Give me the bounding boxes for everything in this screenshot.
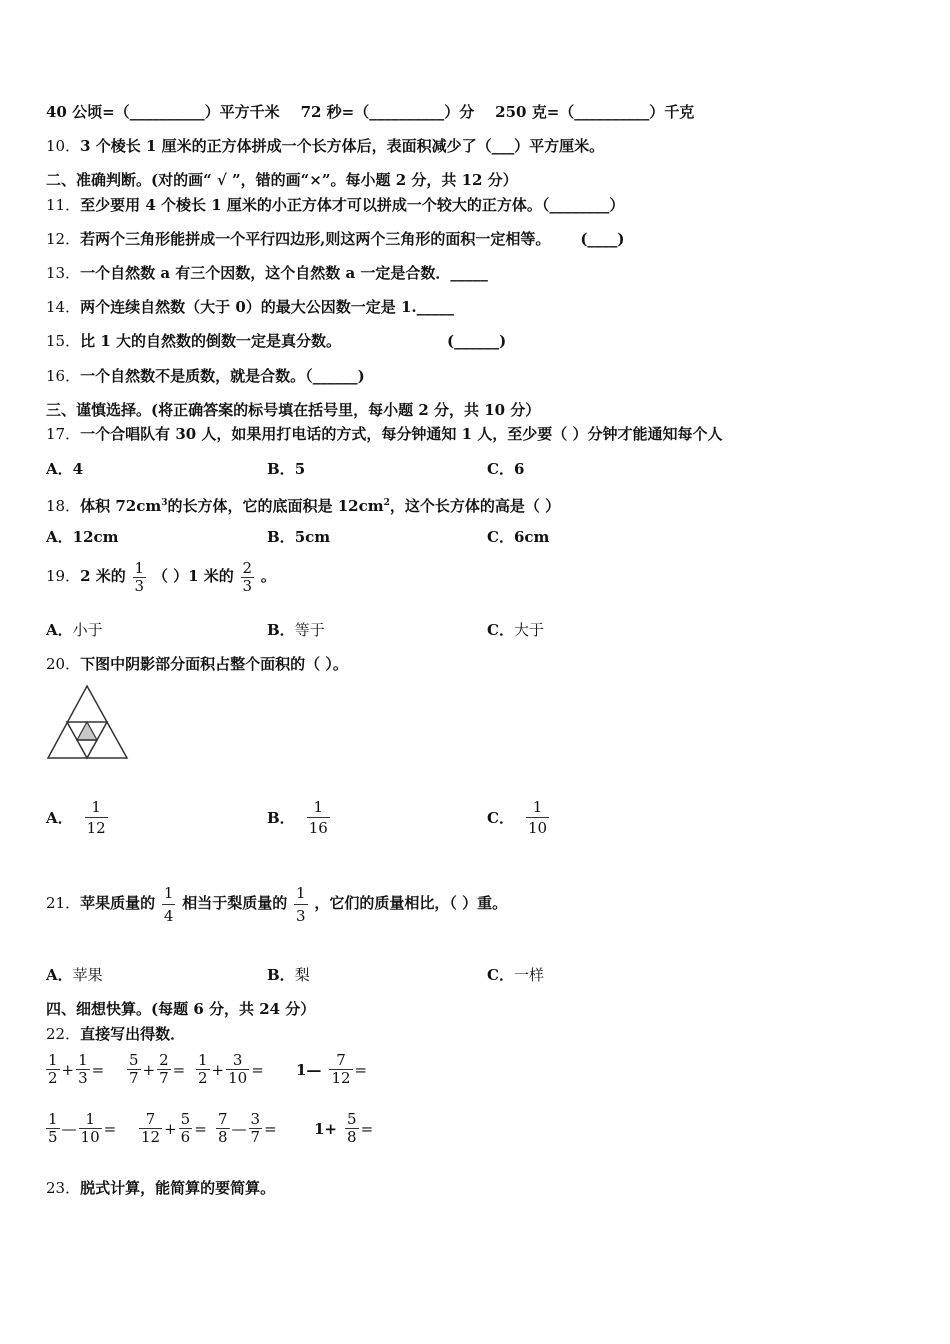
triangle-figure [44,684,130,762]
answer-blank[interactable]: __________ [369,103,445,121]
question-20: 20．下图中阴影部分面积占整个面积的（ ）。 [46,655,348,673]
fraction: $\frac{1}{3}$ [134,558,145,595]
q17-option-b[interactable]: B．5 [267,460,306,478]
q20-option-c[interactable]: C． $\frac{1}{10}$ [487,798,548,837]
calc-item: $\frac{1}{5}$ — $\frac{1}{10}$ = [48,1110,117,1146]
q20-option-b[interactable]: B． $\frac{1}{16}$ [267,798,328,837]
question-10: 10．3 个棱长 1 厘米的正方体拼成一个长方体后，表面积减少了（___）平方厘米。 [46,137,605,155]
q18-option-b[interactable]: B．5cm [267,528,331,546]
question-18: 18．体积 $72cm^3$的长方体，它的底面积是 $12cm^2$，这个长方体的高是（ ） [46,497,561,515]
answer-blank[interactable]: (______) [446,332,507,350]
calc-item: 1— $\frac{7}{12}$ = [296,1051,368,1087]
answer-blank[interactable]: __________ [129,103,205,121]
question-23: 23．脱式计算，能简算的要简算。 [46,1179,276,1197]
q17-option-a[interactable]: A．4 [46,460,84,478]
q17-option-c[interactable]: C．6 [487,460,525,478]
section-4-heading: 四、细想快算。(每题 6 分，共 24 分） [46,1000,316,1018]
q19-option-a[interactable]: A．小于 [46,621,103,639]
question-21: 21．苹果质量的 $\frac{1}{4}$ 相当于梨质量的 $\frac{1}{3}$ ，它们的质量相比，（ ）重。 [46,883,508,925]
section-2-heading: 二、准确判断。(对的画“ √ ”，错的画“×”。每小题 2 分，共 12 分） [46,171,518,189]
answer-blank[interactable]: (____) [580,230,625,248]
calc-item: $\frac{7}{8}$ — $\frac{3}{7}$ = [218,1110,277,1146]
fraction: $\frac{2}{3}$ [242,558,253,595]
calc-item: $\frac{1}{2}$ + $\frac{1}{3}$ = [48,1051,105,1087]
fraction: $\frac{1}{4}$ [163,883,174,925]
section-3-heading: 三、谨慎选择。(将正确答案的标号填在括号里，每小题 2 分，共 10 分） [46,401,541,419]
fraction: $\frac{1}{3}$ [296,883,306,925]
question-13: 13．一个自然数 a 有三个因数，这个自然数 a 一定是合数．_____ [46,264,488,282]
q9-conversions: 40 公顷=（__________）平方千米 72 秒=（__________）分 250 克=（__________）千克 [46,103,695,121]
question-11: 11．至少要用 4 个棱长 1 厘米的小正方体才可以拼成一个较大的正方体。（________） [46,196,625,214]
q20-option-a[interactable]: A． $\frac{1}{12}$ [46,798,106,837]
calc-item: $\frac{7}{12}$ + $\frac{5}{6}$ = [141,1110,207,1146]
question-12: 12．若两个三角形能拼成一个平行四边形,则这两个三角形的面积一定相等。 (____) [46,230,625,248]
question-15: 15．比 1 大的自然数的倒数一定是真分数。 (______) [46,332,507,350]
q18-option-c[interactable]: C．6cm [487,528,550,546]
question-17: 17．一个合唱队有 30 人，如果用打电话的方式，每分钟通知 1 人，至少要（ ）分钟才能通知每个人 [46,425,723,443]
q21-option-c[interactable]: C．一样 [487,966,544,984]
question-16: 16．一个自然数不是质数，就是合数。（______) [46,367,365,385]
q21-option-a[interactable]: A．苹果 [46,966,103,984]
question-14: 14．两个连续自然数（大于 0）的最大公因数一定是 1._____ [46,298,455,316]
calc-item: $\frac{1}{2}$ + $\frac{3}{10}$ = [198,1051,264,1087]
calc-item: 1+ $\frac{5}{8}$ = [314,1110,374,1146]
answer-blank[interactable]: __________ [574,103,650,121]
question-19: 19．2 米的 $\frac{1}{3}$ （ ）1 米的 $\frac{2}{3}$ 。 [46,558,276,595]
q18-option-a[interactable]: A．12cm [46,528,119,546]
calc-item: $\frac{5}{7}$ + $\frac{2}{7}$ = [129,1051,186,1087]
q21-option-b[interactable]: B．梨 [267,966,310,984]
q19-option-b[interactable]: B．等于 [267,621,325,639]
question-22: 22．直接写出得数． [46,1025,186,1043]
q19-option-c[interactable]: C．大于 [487,621,544,639]
